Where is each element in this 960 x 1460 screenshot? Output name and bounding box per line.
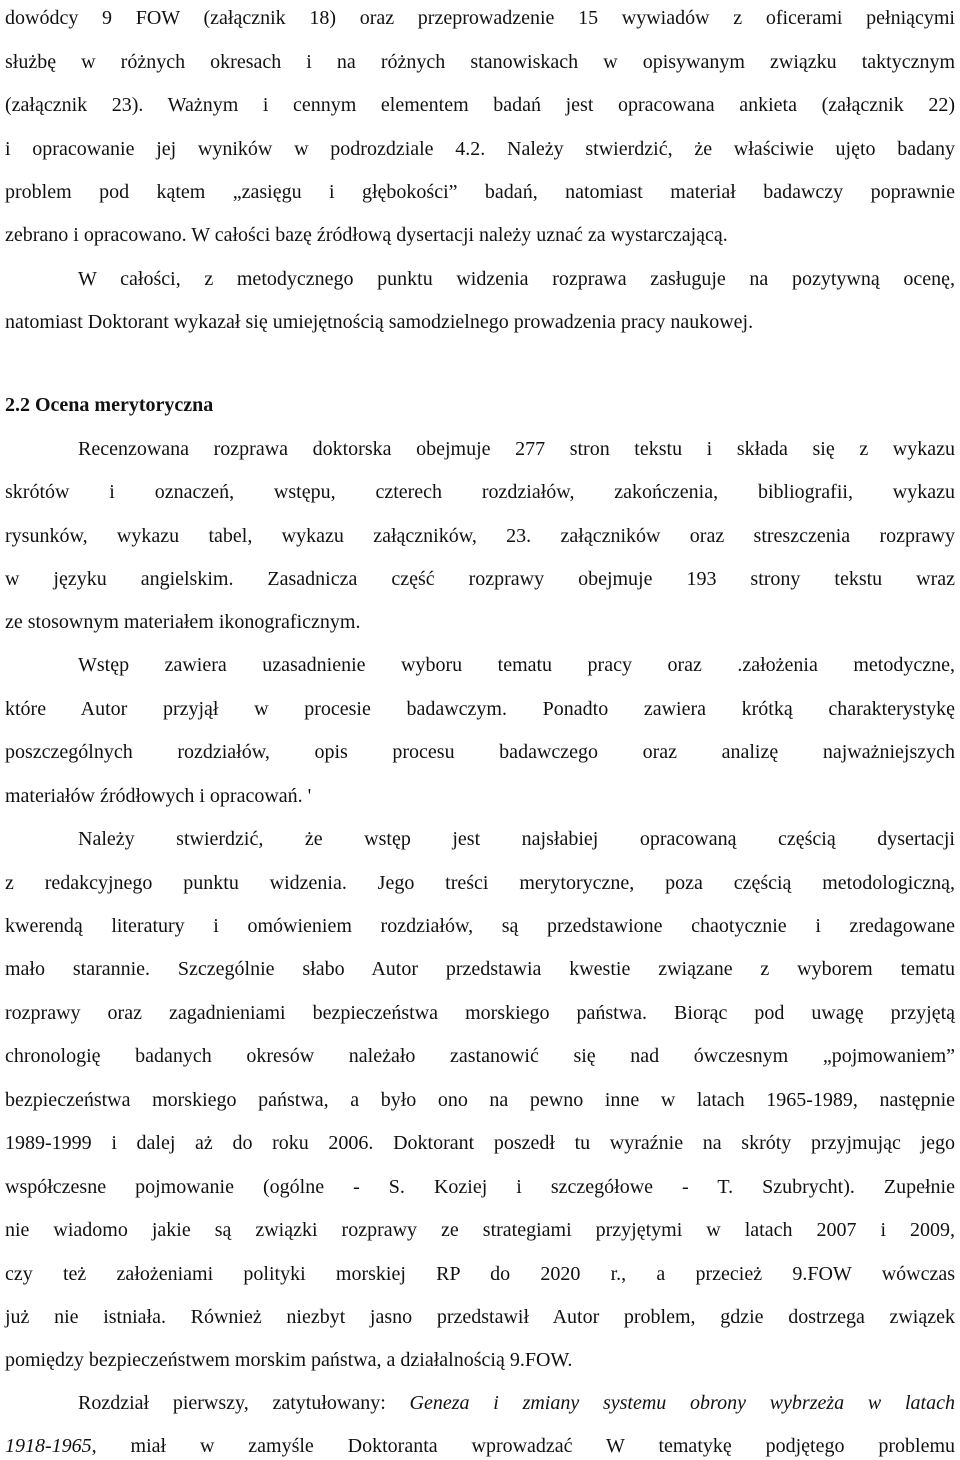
text-line: już nie istniała. Również niezbyt jasno przedstawił Autor problem, gdzie dostrzega związek (5, 1306, 955, 1328)
chapter-title-italic: Geneza i zmiany systemu obrony wybrzeża w latach (409, 1392, 955, 1414)
text-line: współczesne pojmowanie (ogólne - S. Koziej i szczegółowe - T. Szubrycht). Zupełnie (5, 1176, 955, 1198)
text-line (78, 1390, 955, 1416)
text-line: czy też założeniami polityki morskiej RP do 2020 r., a przecież 9.FOW wówczas (5, 1263, 955, 1285)
text-line (5, 1433, 955, 1459)
text-line: ze stosownym materiałem ikonograficznym. (5, 611, 361, 633)
text-line: skrótów i oznaczeń, wstępu, czterech rozdziałów, zakończenia, bibliografii, wykazu (5, 481, 955, 503)
text-line: poszczególnych rozdziałów, opis procesu badawczego oraz analizę najważniejszych (5, 741, 955, 763)
text-line: pomiędzy bezpieczeństwem morskim państwa, a działalnością 9.FOW. (5, 1349, 573, 1371)
text-line: rozprawy oraz zagadnieniami bezpieczeństwa morskiego państwa. Biorąc pod uwagę przyjętą (5, 1002, 955, 1024)
text-line: zebrano i opracowano. W całości bazę źródłową dysertacji należy uznać za wystarczającą. (5, 224, 728, 246)
text-line: mało starannie. Szczególnie słabo Autor przedstawia kwestie związane z wyborem tematu (5, 958, 955, 980)
text-line: Recenzowana rozprawa doktorska obejmuje 277 stron tekstu i składa się z wykazu (78, 438, 955, 460)
text-line: 1989-1999 i dalej aż do roku 2006. Doktorant poszedł tu wyraźnie na skróty przyjmując jego (5, 1132, 955, 1154)
text-line: (załącznik 23). Ważnym i cennym elementem badań jest opracowana ankieta (załącznik 22) (5, 94, 955, 116)
text-segment: Rozdział pierwszy, zatytułowany: (78, 1392, 410, 1414)
text-line: z redakcyjnego punktu widzenia. Jego treści merytoryczne, poza częścią metodologiczną, (5, 872, 955, 894)
text-line: które Autor przyjął w procesie badawczym. Ponadto zawiera krótką charakterystykę (5, 698, 955, 720)
text-line: służbę w różnych okresach i na różnych stanowiskach w opisywanym związku taktycznym (5, 51, 955, 73)
text-line: w języku angielskim. Zasadnicza część rozprawy obejmuje 193 strony tekstu wraz (5, 568, 955, 590)
text-line: bezpieczeństwa morskiego państwa, a było ono na pewno inne w latach 1965-1989, następnie (5, 1089, 955, 1111)
text-line: dowódcy 9 FOW (załącznik 18) oraz przeprowadzenie 15 wywiadów z oficerami pełniącymi (5, 7, 955, 29)
chapter-years-italic: 1918-1965 (5, 1435, 92, 1457)
text-line: Należy stwierdzić, że wstęp jest najsłabiej opracowaną częścią dysertacji (78, 828, 955, 850)
text-line: nie wiadomo jakie są związki rozprawy ze strategiami przyjętymi w latach 2007 i 2009, (5, 1219, 955, 1241)
text-line: i opracowanie jej wyników w podrozdziale 4.2. Należy stwierdzić, że właściwie ujęto badany (5, 138, 955, 160)
text-line: materiałów źródłowych i opracowań. ' (5, 785, 312, 807)
text-line: problem pod kątem „zasięgu i głębokości” badań, natomiast materiał badawczy poprawnie (5, 181, 955, 203)
text-line: kwerendą literatury i omówieniem rozdziałów, są przedstawione chaotycznie i zredagowane (5, 915, 955, 937)
text-line: rysunków, wykazu tabel, wykazu załączników, 23. załączników oraz streszczenia rozprawy (5, 525, 955, 547)
text-line: Wstęp zawiera uzasadnienie wyboru tematu pracy oraz .założenia metodyczne, (78, 654, 955, 676)
text-line: natomiast Doktorant wykazał się umiejętnością samodzielnego prowadzenia pracy naukowej. (5, 311, 754, 333)
text-line: chronologię badanych okresów należało zastanowić się nad ówczesnym „pojmowaniem” (5, 1045, 955, 1067)
text-segment: , miał w zamyśle Doktoranta wprowadzać W tematykę podjętego problemu (91, 1435, 955, 1457)
text-line: W całości, z metodycznego punktu widzenia rozprawa zasługuje na pozytywną ocenę, (78, 268, 955, 290)
section-heading: 2.2 Ocena merytoryczna (5, 394, 214, 416)
